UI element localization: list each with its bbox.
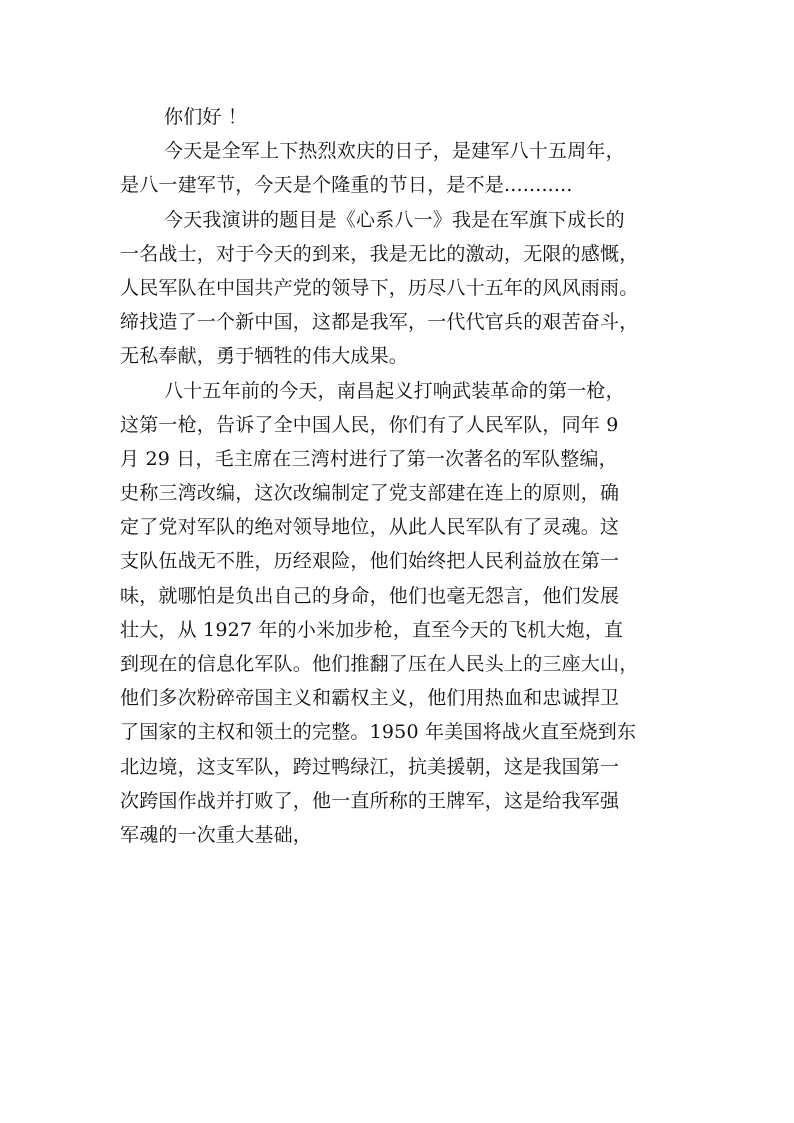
paragraph-line: 壮大，从 1927 年的小米加步枪，直至今天的飞机大炮，直 (120, 618, 624, 641)
paragraph-line: 到现在的信息化军队。他们推翻了压在人民头上的三座大山， (120, 653, 639, 675)
paragraph-line: 支队伍战无不胜，历经艰险，他们始终把人民利益放在第一 (120, 550, 620, 573)
paragraph-line: 无私奉献，勇于牺牲的伟大成果。 (120, 345, 409, 368)
paragraph-line: 军魂的一次重大基础， (120, 823, 313, 846)
paragraph-line: 你们好 ！ (164, 106, 248, 128)
paragraph-line: 月 29 日，毛主席在三湾村进行了第一次著名的军队整编， (120, 447, 618, 470)
paragraph-line: 一名战士，对于今天的到来，我是无比的激动，无限的感慨， (120, 242, 639, 265)
paragraph-line: 味，就哪怕是负出自己的身命，他们也毫无怨言，他们发展 (120, 584, 620, 607)
paragraph-line: 定了党对军队的绝对领导地位，从此人民军队有了灵魂。这 (120, 516, 620, 539)
paragraph-line: 人民军队在中国共产党的领导下，历尽八十五年的风风雨雨。 (120, 276, 639, 299)
paragraph-line: 这第一枪，告诉了全中国人民，你们有了人民军队，同年 9 (120, 413, 619, 436)
paragraph-line: 八十五年前的今天，南昌起义打响武装革命的第一枪， (164, 379, 625, 402)
paragraph-line: 史称三湾改编，这次改编制定了党支部建在连上的原则，确 (120, 482, 620, 505)
paragraph-line: 今天是全军上下热烈欢庆的日子，是建军八十五周年， (164, 140, 625, 163)
paragraph-line: 是八一建军节，今天是个隆重的节日，是不是........... (120, 174, 573, 197)
paragraph-line: 缔找造了一个新中国，这都是我军，一代代官兵的艰苦奋斗， (120, 311, 639, 334)
paragraph-line: 次跨国作战并打败了，他一直所称的王牌军，这是给我军强 (120, 789, 620, 812)
paragraph-line: 了国家的主权和领土的完整。1950 年美国将战火直至烧到东 (120, 721, 637, 744)
paragraph-line: 今天我演讲的题目是《心系八一》我是在军旗下成长的 (164, 208, 625, 231)
paragraph-line: 北边境，这支军队，跨过鸭绿江，抗美援朝，这是我国第一 (120, 755, 620, 778)
speech-text (120, 100, 680, 852)
paragraph-line: 他们多次粉碎帝国主义和霸权主义，他们用热血和忠诚捍卫 (120, 687, 620, 710)
